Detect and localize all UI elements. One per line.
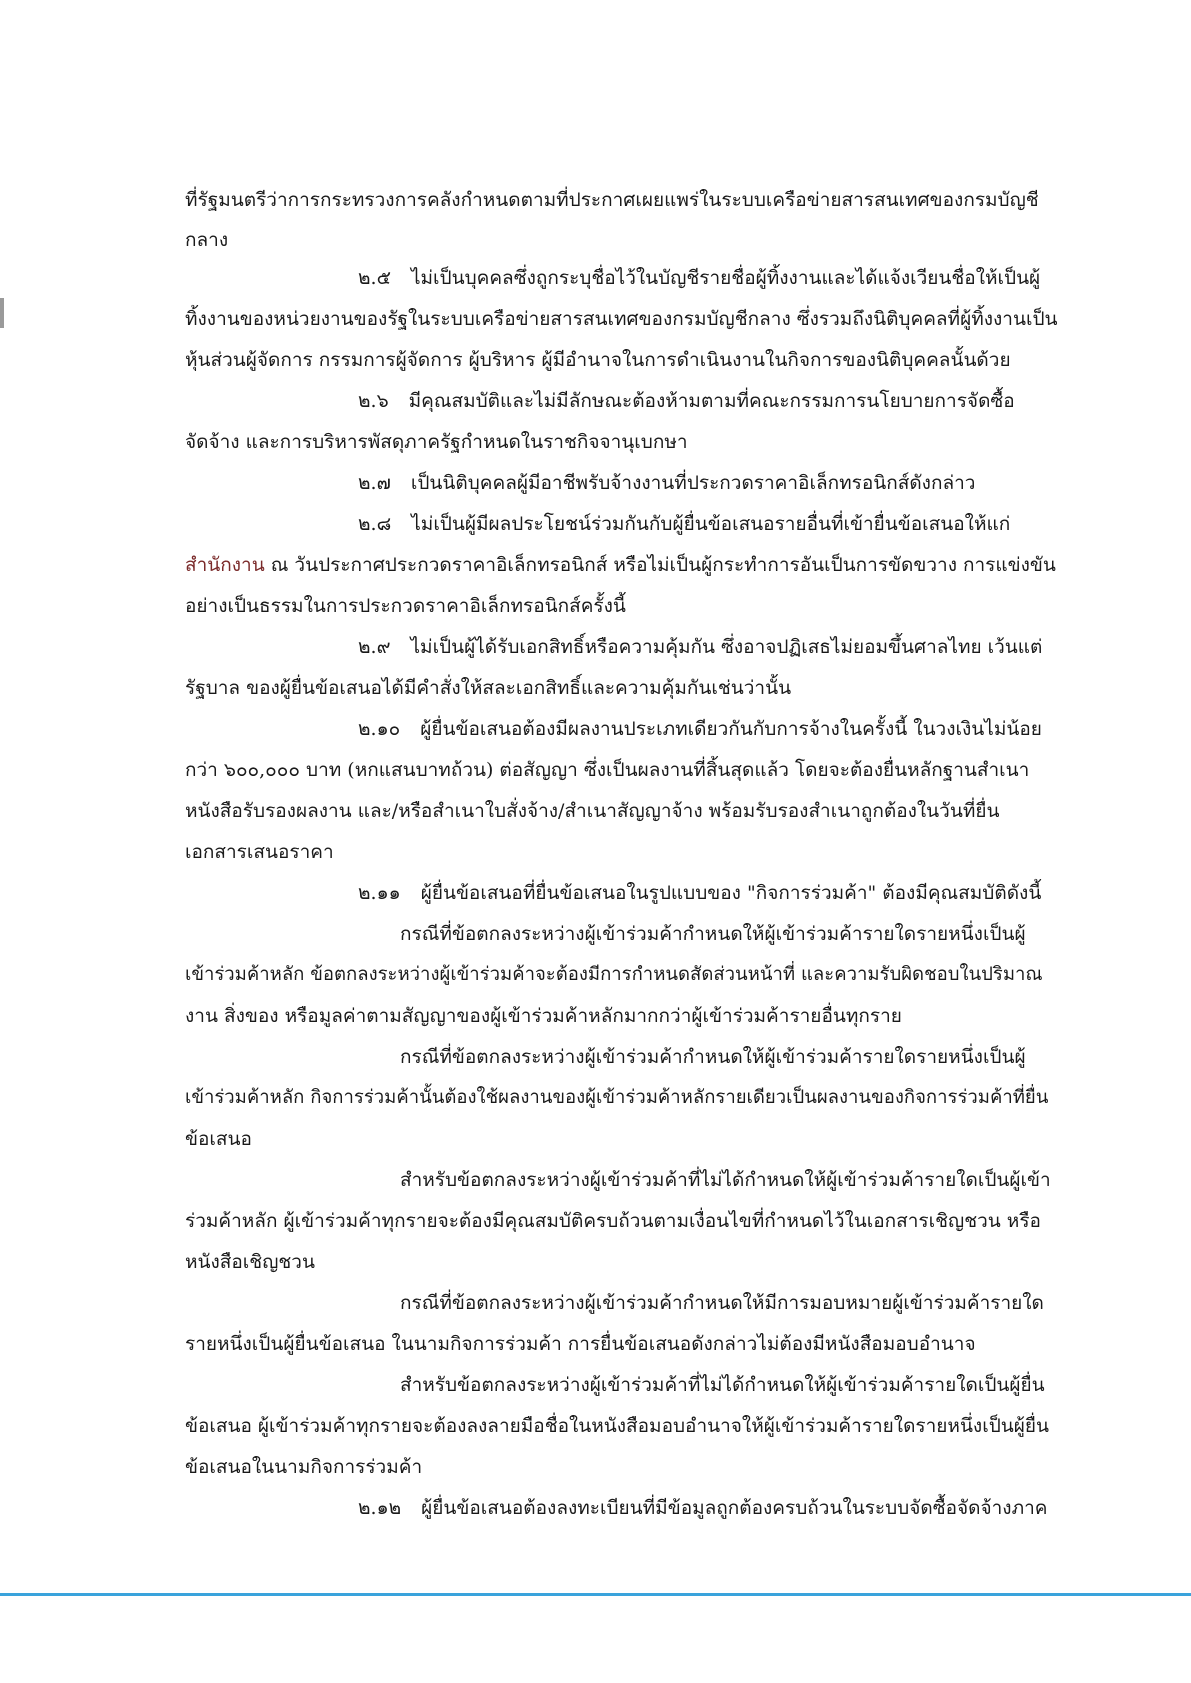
clause-number: ๒.๑๑ [358, 882, 401, 904]
clause-text: ผู้ยื่นข้อเสนอต้องมีผลงานประเภทเดียวกันกับการจ้างในครั้งนี้ ในวงเงินไม่น้อย [420, 718, 1042, 740]
clause-text: ไม่เป็นผู้มีผลประโยชน์ร่วมกันกับผู้ยื่นข้อเสนอรายอื่นที่เข้ายื่นข้อเสนอให้แก่ [411, 513, 1011, 535]
text-line: อย่างเป็นธรรมในการประกวดราคาอิเล็กทรอนิกส์ครั้งนี้ [185, 595, 626, 617]
org-name: สำนักงาน [185, 554, 265, 576]
text-line: ข้อเสนอในนามกิจการร่วมค้า [185, 1456, 423, 1478]
text-line: หนังสือเชิญชวน [185, 1251, 315, 1273]
text-line: ร่วมค้าหลัก ผู้เข้าร่วมค้าทุกรายจะต้องมีคุณสมบัติครบถ้วนตามเงื่อนไขที่กำหนดไว้ในเอกสารเชิญชวน หรือ [185, 1210, 1041, 1232]
clause-text: เป็นนิติบุคคลผู้มีอาชีพรับจ้างงานที่ประกวดราคาอิเล็กทรอนิกส์ดังกล่าว [410, 472, 976, 494]
clause-2-6 [358, 381, 1058, 421]
text-line: งาน สิ่งของ หรือมูลค่าตามสัญญาของผู้เข้าร่วมค้าหลักมากกว่าผู้เข้าร่วมค้ารายอื่นทุกราย [185, 1005, 902, 1027]
text-line: กรณีที่ข้อตกลงระหว่างผู้เข้าร่วมค้ากำหนดให้ผู้เข้าร่วมค้ารายใดรายหนึ่งเป็นผู้ [400, 923, 1026, 945]
text-line: เข้าร่วมค้าหลัก ข้อตกลงระหว่างผู้เข้าร่วมค้าจะต้องมีการกำหนดสัดส่วนหน้าที่ และความรับผิดชอบในปริมาณ [185, 964, 1043, 985]
text-line: กรณีที่ข้อตกลงระหว่างผู้เข้าร่วมค้ากำหนดให้มีการมอบหมายผู้เข้าร่วมค้ารายใด [400, 1292, 1044, 1314]
text-line [185, 545, 1065, 585]
text-line: หนังสือรับรองผลงาน และ/หรือสำเนาใบสั่งจ้าง/สำเนาสัญญาจ้าง พร้อมรับรองสำเนาถูกต้องในวันที่ยื่น [185, 800, 1000, 822]
text-line: ที่รัฐมนตรีว่าการกระทรวงการคลังกำหนดตามที่ประกาศเผยแพร่ในระบบเครือข่ายสารสนเทศของกรมบัญชี [185, 189, 1039, 211]
text-segment: ณ วันประกาศประกวดราคาอิเล็กทรอนิกส์ หรือไม่เป็นผู้กระทำการอันเป็นการขัดขวาง การแข่งขัน [270, 554, 1056, 576]
clause-2-8 [358, 504, 1058, 544]
clause-2-9 [358, 627, 1058, 667]
footer-rule [0, 1593, 1191, 1596]
clause-text: ผู้ยื่นข้อเสนอต้องลงทะเบียนที่มีข้อมูลถูกต้องครบถ้วนในระบบจัดซื้อจัดจ้างภาค [421, 1497, 1048, 1519]
text-line: หุ้นส่วนผู้จัดการ กรรมการผู้จัดการ ผู้บริหาร ผู้มีอำนาจในการดำเนินงานในกิจการของนิติบุคคลนั้นด้วย [185, 349, 1011, 371]
clause-number: ๒.๑๐ [358, 718, 401, 740]
text-line: เอกสารเสนอราคา [185, 841, 334, 863]
clause-2-10 [358, 709, 1058, 749]
clause-2-12 [358, 1488, 1058, 1528]
text-line: เข้าร่วมค้าหลัก กิจการร่วมค้านั้นต้องใช้ผลงานของผู้เข้าร่วมค้าหลักรายเดียวเป็นผลงานของกิจการร่วมค้าที่ยื่น [185, 1087, 1049, 1108]
clause-2-5 [358, 258, 1058, 298]
clause-number: ๒.๖ [358, 390, 389, 412]
text-line: ข้อเสนอ ผู้เข้าร่วมค้าทุกรายจะต้องลงลายมือชื่อในหนังสือมอบอำนาจให้ผู้เข้าร่วมค้ารายใดรายหนึ่งเป็นผู้ยื่น [185, 1415, 1050, 1437]
clause-number: ๒.๘ [358, 513, 392, 535]
clause-number: ๒.๑๒ [358, 1497, 402, 1519]
text-line: กลาง [185, 229, 229, 251]
clause-text: ไม่เป็นผู้ได้รับเอกสิทธิ์หรือความคุ้มกัน ซึ่งอาจปฏิเสธไม่ยอมขึ้นศาลไทย เว้นแต่ [410, 636, 1043, 658]
text-line: จัดจ้าง และการบริหารพัสดุภาครัฐกำหนดในราชกิจจานุเบกษา [185, 431, 688, 453]
text-line: ทิ้งงานของหน่วยงานของรัฐในระบบเครือข่ายสารสนเทศของกรมบัญชีกลาง ซึ่งรวมถึงนิติบุคคลที่ผู้ทิ้งงานเป็น [185, 308, 1058, 330]
clause-text: มีคุณสมบัติและไม่มีลักษณะต้องห้ามตามที่คณะกรรมการนโยบายการจัดซื้อ [408, 390, 1015, 412]
clause-2-11 [358, 873, 1058, 913]
clause-number: ๒.๕ [358, 267, 391, 289]
text-line: รัฐบาล ของผู้ยื่นข้อเสนอได้มีคำสั่งให้สละเอกสิทธิ์และความคุ้มกันเช่นว่านั้น [185, 677, 792, 699]
clause-text: ไม่เป็นบุคคลซึ่งถูกระบุชื่อไว้ในบัญชีรายชื่อผู้ทิ้งงานและได้แจ้งเวียนชื่อให้เป็นผู้ [410, 267, 1041, 289]
text-line: สำหรับข้อตกลงระหว่างผู้เข้าร่วมค้าที่ไม่ได้กำหนดให้ผู้เข้าร่วมค้ารายใดเป็นผู้เข้า [400, 1169, 1051, 1191]
text-line: ข้อเสนอ [185, 1128, 252, 1150]
scan-edge-mark [0, 298, 4, 328]
text-line: สำหรับข้อตกลงระหว่างผู้เข้าร่วมค้าที่ไม่ได้กำหนดให้ผู้เข้าร่วมค้ารายใดเป็นผู้ยื่น [400, 1374, 1045, 1396]
text-line: รายหนึ่งเป็นผู้ยื่นข้อเสนอ ในนามกิจการร่วมค้า การยื่นข้อเสนอดังกล่าวไม่ต้องมีหนังสือมอบอำนาจ [185, 1333, 976, 1355]
text-line: กรณีที่ข้อตกลงระหว่างผู้เข้าร่วมค้ากำหนดให้ผู้เข้าร่วมค้ารายใดรายหนึ่งเป็นผู้ [400, 1046, 1026, 1068]
clause-2-7 [358, 463, 1058, 503]
clause-number: ๒.๙ [358, 636, 391, 658]
clause-number: ๒.๗ [358, 472, 391, 494]
text-line: กว่า ๖๐๐,๐๐๐ บาท (หกแสนบาทถ้วน) ต่อสัญญา ซึ่งเป็นผลงานที่สิ้นสุดแล้ว โดยจะต้องยื่นหลักฐานสำเนา [185, 759, 1030, 781]
clause-text: ผู้ยื่นข้อเสนอที่ยื่นข้อเสนอในรูปแบบของ "กิจการร่วมค้า" ต้องมีคุณสมบัติดังนี้ [420, 882, 1042, 904]
